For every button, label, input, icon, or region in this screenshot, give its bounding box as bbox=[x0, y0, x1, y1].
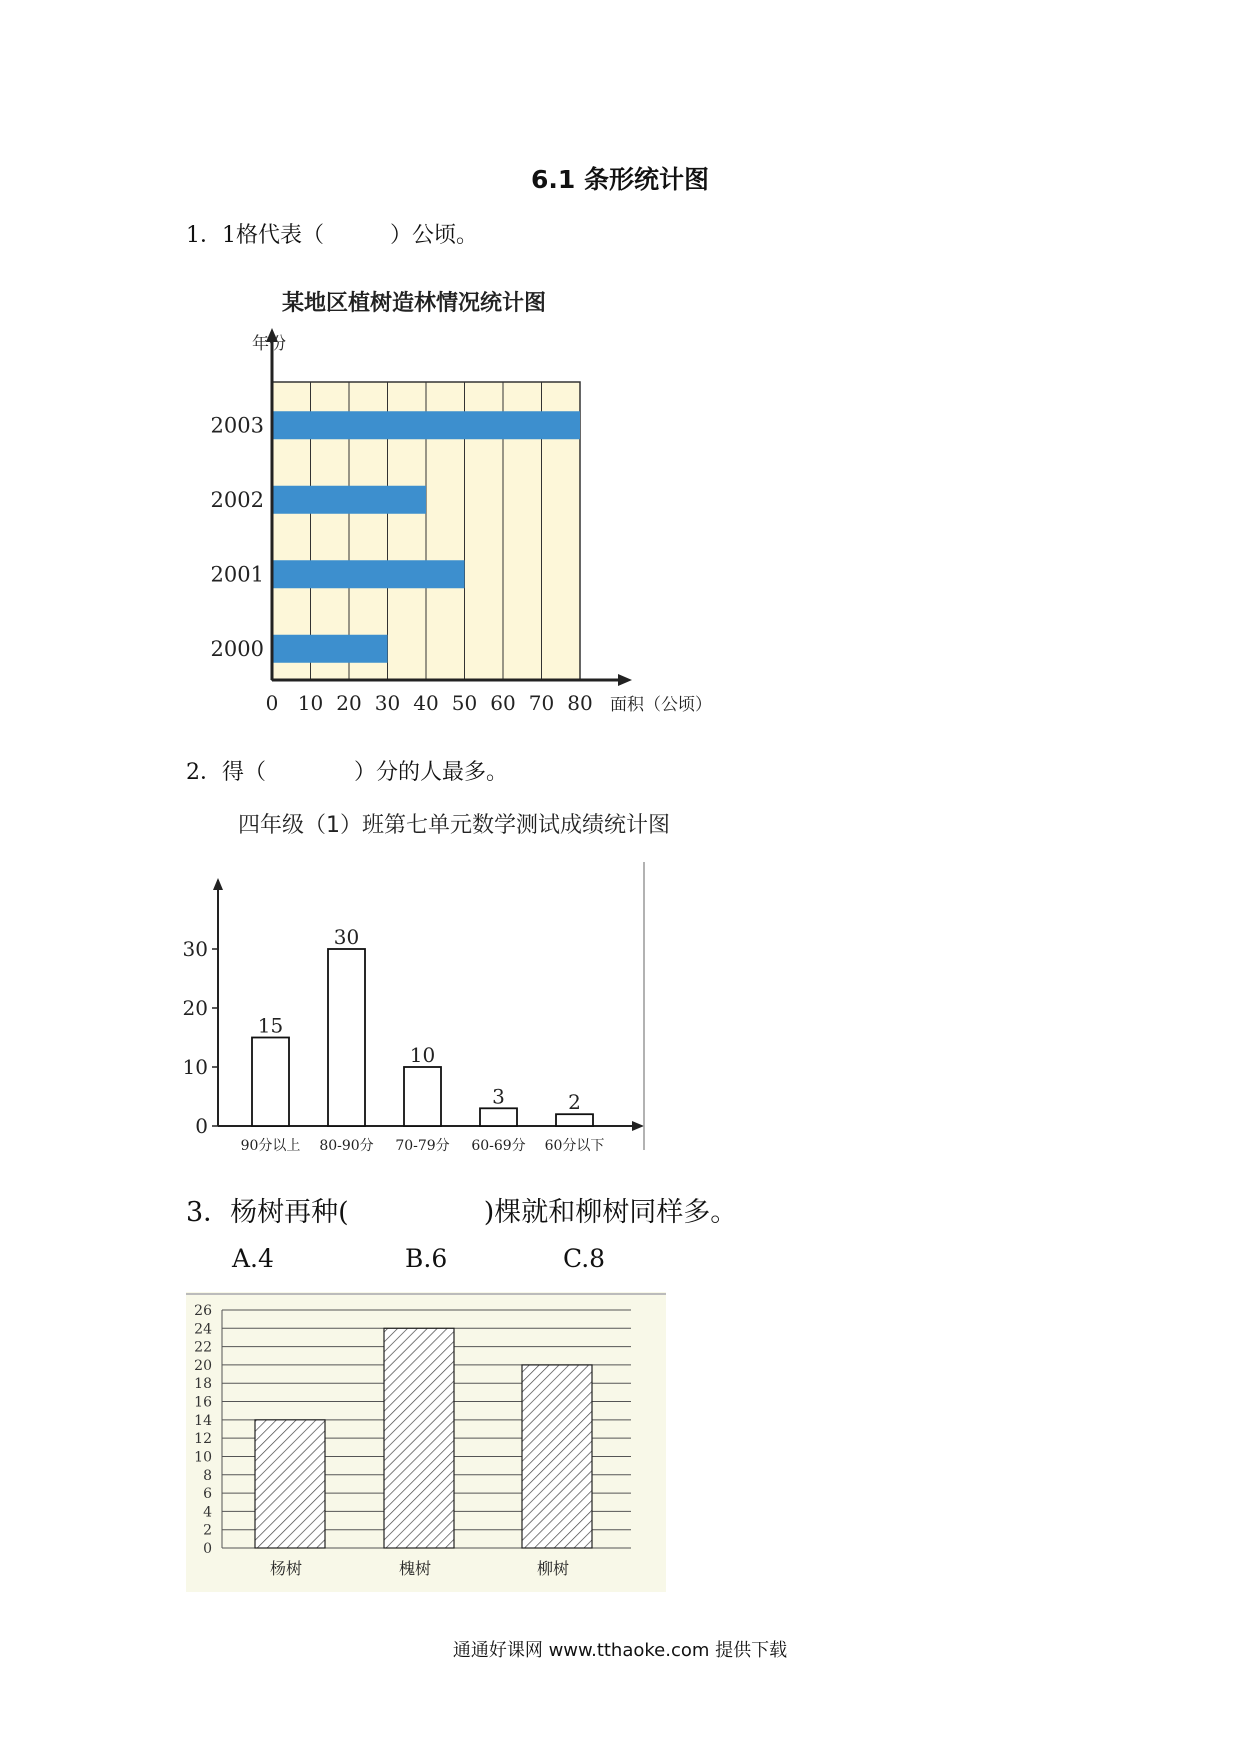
chart3-bar bbox=[522, 1365, 592, 1548]
chart2-y-tick-label: 0 bbox=[195, 1114, 208, 1138]
chart1-bar bbox=[272, 560, 465, 588]
chart2-bar bbox=[480, 1108, 517, 1126]
chart1-bar bbox=[272, 411, 580, 439]
chart1-horizontal-bar-chart bbox=[200, 320, 760, 720]
chart2-data-label: 10 bbox=[409, 1043, 436, 1067]
chart2-bar bbox=[252, 1038, 289, 1127]
chart2-data-label: 2 bbox=[568, 1090, 581, 1115]
chart2-bar bbox=[328, 949, 365, 1126]
chart1-x-tick-label: 0 bbox=[265, 691, 279, 715]
chart3-y-tick-label: 10 bbox=[194, 1449, 212, 1466]
chart1-category-label: 2001 bbox=[210, 562, 264, 587]
chart3-category-label: 柳树 bbox=[536, 1559, 570, 1578]
chart1-x-tick-label: 10 bbox=[297, 691, 324, 715]
chart2-category-label: 70-79分 bbox=[395, 1138, 450, 1154]
chart1-category-label: 2003 bbox=[210, 413, 264, 438]
chart3-y-tick-label: 20 bbox=[194, 1357, 212, 1374]
chart1-y-axis-label: 年份 bbox=[252, 334, 286, 354]
chart3-y-tick-label: 8 bbox=[203, 1467, 212, 1484]
chart2-bar-chart bbox=[180, 860, 680, 1160]
chart2-category-label: 80-90分 bbox=[319, 1138, 374, 1154]
chart2-category-label: 90分以上 bbox=[240, 1138, 301, 1154]
chart3-y-tick-label: 26 bbox=[194, 1303, 212, 1319]
chart2-bar bbox=[556, 1114, 593, 1126]
question-1: 1．1格代表（ ）公顷。 bbox=[186, 223, 478, 248]
chart1-bar bbox=[272, 635, 388, 663]
chart3-y-tick-label: 6 bbox=[203, 1486, 212, 1503]
question-3: 3．杨树再种( )棵就和柳树同样多。 bbox=[186, 1197, 738, 1228]
chart3-hatched-bar-chart bbox=[186, 1292, 676, 1592]
chart3-y-tick-label: 2 bbox=[203, 1522, 212, 1539]
chart3-y-tick-label: 22 bbox=[194, 1339, 212, 1356]
chart3-y-tick-label: 16 bbox=[194, 1394, 212, 1411]
chart1-x-tick-label: 60 bbox=[490, 691, 516, 715]
chart3-bar bbox=[384, 1328, 454, 1548]
chart2-y-arrow bbox=[213, 878, 223, 890]
chart3-bar bbox=[255, 1420, 325, 1548]
chart3-y-tick-label: 4 bbox=[203, 1504, 212, 1521]
chart1-bar bbox=[272, 486, 426, 514]
page-title: 6.1 条形统计图 bbox=[531, 165, 709, 194]
chart2-data-label: 15 bbox=[257, 1013, 284, 1038]
chart2-title: 四年级（1）班第七单元数学测试成绩统计图 bbox=[238, 813, 670, 838]
chart1-x-tick-label: 50 bbox=[451, 691, 478, 715]
chart1-x-tick-label: 80 bbox=[567, 691, 593, 715]
chart2-data-label: 3 bbox=[492, 1084, 505, 1109]
chart3-category-label: 槐树 bbox=[398, 1559, 432, 1578]
footer-text: 通通好课网 www.tthaoke.com 提供下载 bbox=[452, 1640, 788, 1661]
chart3-category-label: 杨树 bbox=[269, 1559, 303, 1578]
option-b: B.6 bbox=[405, 1244, 448, 1273]
chart2-category-label: 60分以下 bbox=[544, 1138, 605, 1154]
chart1-x-tick-label: 20 bbox=[336, 691, 362, 715]
chart2-y-tick-label: 10 bbox=[182, 1055, 208, 1079]
chart3-y-tick-label: 24 bbox=[194, 1321, 212, 1338]
question-2: 2．得（ ）分的人最多。 bbox=[186, 760, 508, 785]
chart1-x-axis-label: 面积（公顷） bbox=[610, 695, 712, 715]
chart2-x-arrow bbox=[632, 1121, 644, 1131]
chart1-x-tick-label: 30 bbox=[374, 691, 401, 715]
chart3-y-tick-label: 12 bbox=[194, 1431, 212, 1448]
chart3-y-tick-label: 0 bbox=[203, 1541, 212, 1557]
chart1-x-tick-label: 40 bbox=[413, 691, 439, 715]
option-c: C.8 bbox=[563, 1244, 606, 1273]
chart1-category-label: 2000 bbox=[210, 636, 264, 661]
chart2-data-label: 30 bbox=[333, 925, 360, 949]
chart1-x-arrow bbox=[618, 674, 632, 686]
option-a: A.4 bbox=[232, 1244, 274, 1273]
chart1-title: 某地区植树造林情况统计图 bbox=[282, 291, 547, 316]
chart2-category-label: 60-69分 bbox=[471, 1138, 526, 1154]
chart2-y-tick-label: 20 bbox=[182, 996, 208, 1020]
chart3-y-tick-label: 14 bbox=[194, 1412, 212, 1429]
chart1-x-tick-label: 70 bbox=[528, 691, 555, 715]
chart2-bar bbox=[404, 1067, 441, 1126]
chart2-y-tick-label: 30 bbox=[182, 937, 208, 961]
chart1-category-label: 2002 bbox=[210, 487, 264, 512]
chart3-y-tick-label: 18 bbox=[194, 1376, 212, 1393]
